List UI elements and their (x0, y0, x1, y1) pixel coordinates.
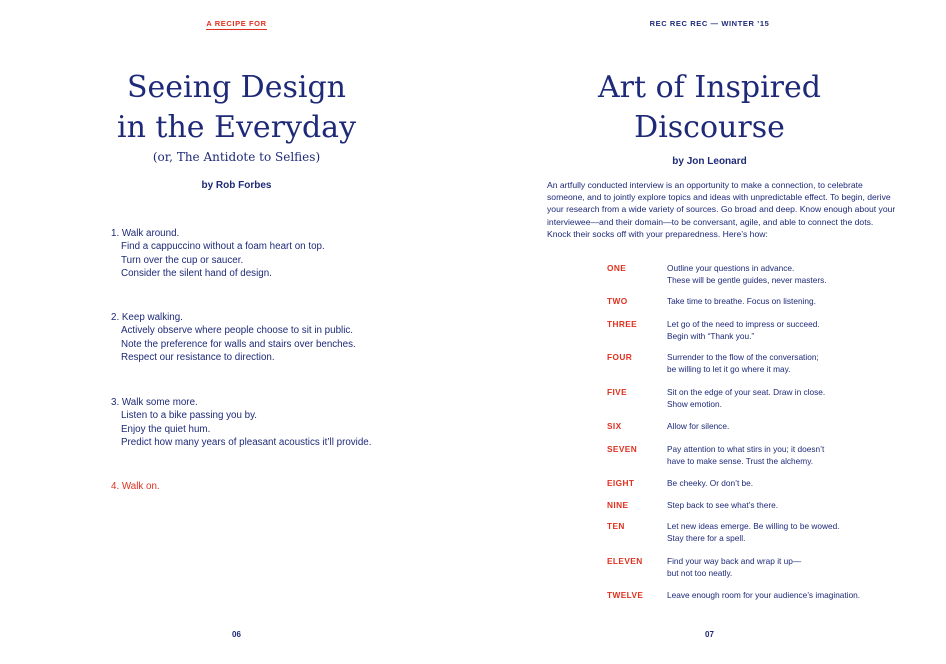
right-page-number: 07 (705, 630, 714, 639)
rule-line: Let go of the need to impress or succeed. (667, 319, 820, 329)
rule-label: FIVE (607, 387, 628, 397)
rule-label: NINE (607, 500, 629, 510)
rule-label: TEN (607, 521, 625, 531)
intro-paragraph: An artfully conducted interview is an opportunity to make a connection, to celebrate someone, and to jointly explore topics and ideas with unpredictable effect. To begin, derive your research from a wide variety of sources. Go broad and deep. Know enough about your interviewee—and their domain—to be conversant, agile, and able to connect the dots. Knock their socks off with your preparedness. Here’s how: (547, 180, 896, 239)
step-line: Consider the silent hand of design. (121, 268, 272, 280)
step-head: 4. Walk on. (111, 481, 160, 492)
step-item (111, 311, 451, 365)
right-byline: by Jon Leonard (672, 156, 747, 167)
rule-line: Find your way back and wrap it up— (667, 556, 802, 566)
rule-line: Begin with “Thank you.” (667, 330, 755, 341)
rule-label: ELEVEN (607, 556, 643, 566)
rule-label: TWELVE (607, 590, 644, 600)
step-line: Enjoy the quiet hum. (121, 423, 211, 435)
rule-text (667, 590, 927, 602)
step-line: Actively observe where people choose to sit in public. (121, 325, 353, 337)
rule-line: Leave enough room for your audience’s imagination. (667, 590, 861, 600)
left-running-head-text: A RECIPE FOR (206, 19, 267, 28)
rule-text (667, 478, 927, 490)
rule-text (667, 500, 927, 512)
rule-line: Sit on the edge of your seat. Draw in close. (667, 387, 826, 397)
rule-text (667, 444, 927, 467)
rule-label: ONE (607, 263, 627, 273)
rule-label: EIGHT (607, 478, 635, 488)
rule-line: Allow for silence. (667, 421, 730, 431)
right-running-head (473, 19, 946, 28)
rule-line: Be cheeky. Or don’t be. (667, 478, 754, 488)
step-line: Note the preference for walls and stairs over benches. (121, 338, 356, 350)
rule-line: Stay there for a spell. (667, 532, 746, 543)
rule-text (667, 263, 927, 286)
step-head: 2. Keep walking. (111, 312, 183, 323)
rule-label: SIX (607, 421, 622, 431)
rule-line: These will be gentle guides, never masters. (667, 274, 827, 285)
step-line: Predict how many years of pleasant acoustics it’ll provide. (121, 437, 372, 449)
rule-label: SEVEN (607, 444, 638, 454)
left-byline: by Rob Forbes (201, 180, 272, 191)
rule-text (667, 319, 927, 342)
rule-line: be willing to let it go where it may. (667, 363, 791, 374)
step-head: 1. Walk around. (111, 228, 180, 239)
step-line: Find a cappuccino without a foam heart on top. (121, 241, 325, 253)
rule-text (667, 352, 927, 375)
right-running-head-text: REC REC REC — WINTER ’15 (649, 19, 770, 28)
step-item (111, 396, 451, 450)
left-running-head (0, 19, 473, 28)
rule-line: Pay attention to what stirs in you; it doesn’t (667, 444, 825, 454)
rule-label: TWO (607, 296, 628, 306)
rule-line: Let new ideas emerge. Be willing to be wowed. (667, 521, 840, 531)
step-item (111, 227, 451, 281)
step-line: Listen to a bike passing you by. (121, 410, 257, 422)
rule-label: FOUR (607, 352, 633, 362)
step-item-final (111, 480, 451, 493)
rule-line: Show emotion. (667, 398, 722, 409)
rule-label: THREE (607, 319, 638, 329)
step-line: Turn over the cup or saucer. (121, 254, 244, 266)
right-title-line: Art of Inspired (598, 70, 821, 105)
right-page (473, 0, 946, 664)
left-title-line: Seeing Design (126, 70, 347, 105)
rule-line: Outline your questions in advance. (667, 263, 795, 273)
left-page-number: 06 (232, 630, 241, 639)
right-title-line: Discourse (634, 110, 785, 145)
rule-line: Surrender to the flow of the conversation; (667, 352, 819, 362)
left-title (0, 68, 473, 148)
left-subtitle: (or, The Antidote to Selfies) (152, 150, 321, 164)
step-head: 3. Walk some more. (111, 397, 198, 408)
rule-text (667, 296, 927, 308)
rule-text (667, 421, 927, 433)
right-title (473, 68, 946, 148)
rule-text (667, 387, 927, 410)
rule-text (667, 521, 927, 544)
rule-text (667, 556, 927, 579)
rule-line: Step back to see what’s there. (667, 500, 778, 510)
rule-line: have to make sense. Trust the alchemy. (667, 455, 814, 466)
left-title-line: in the Everyday (116, 110, 357, 145)
rule-line: Take time to breathe. Focus on listening. (667, 296, 816, 306)
rule-line: but not too neatly. (667, 567, 733, 578)
step-line: Respect our resistance to direction. (121, 352, 275, 364)
